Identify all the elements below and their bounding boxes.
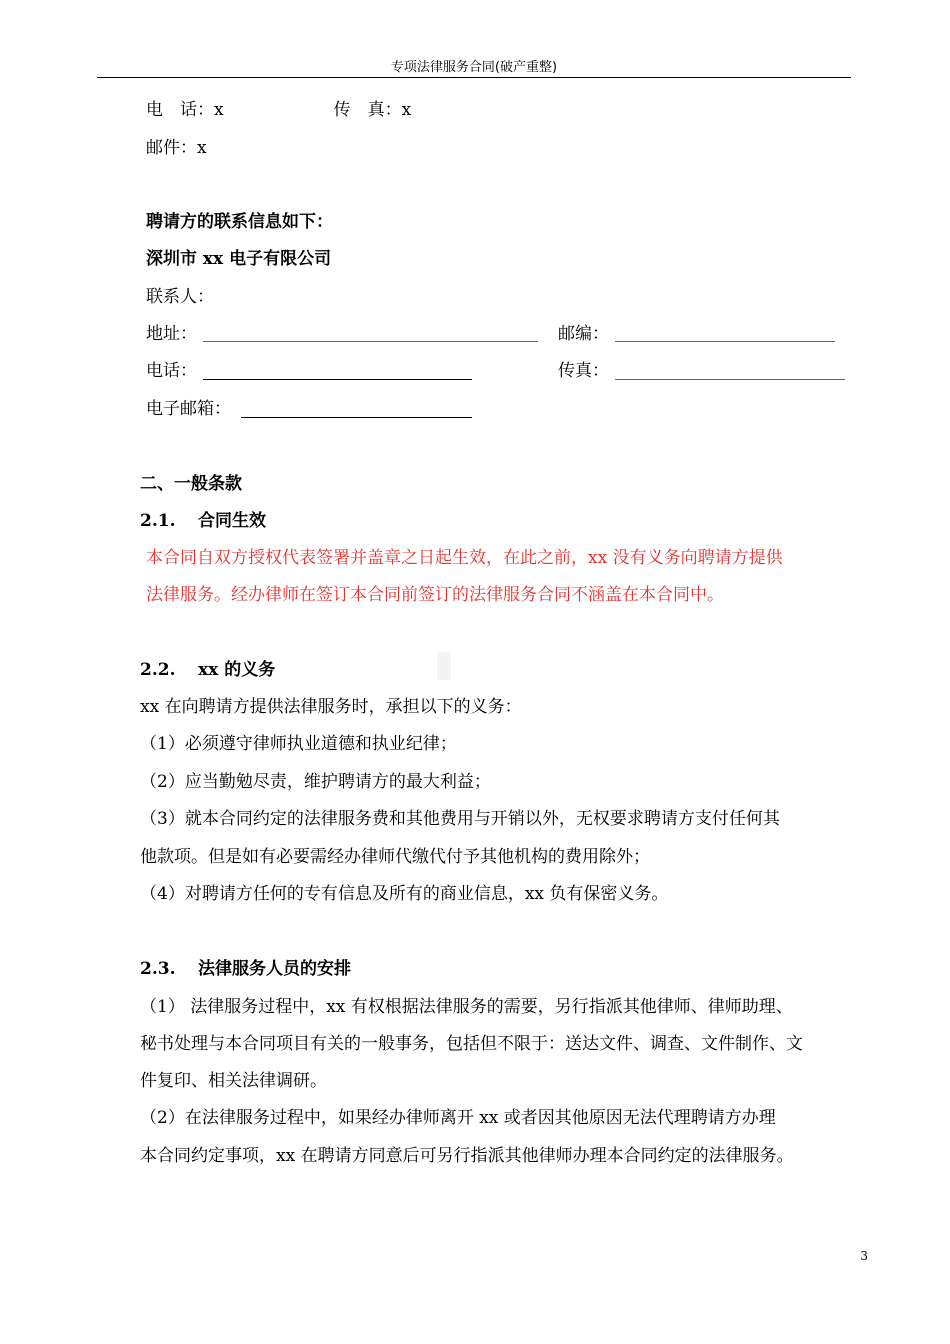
section-2-1-title: 合同生效 bbox=[198, 511, 266, 531]
phone-blank-line bbox=[203, 379, 472, 380]
section-2-title: 二、一般条款 bbox=[140, 474, 242, 494]
section-2-3-line-2: 秘书处理与本合同项目有关的一般事务，包括但不限于：送达文件、调查、文件制作、文 bbox=[140, 1034, 803, 1054]
section-2-3-line-5: 本合同约定事项，xx 在聘请方同意后可另行指派其他律师办理本合同约定的法律服务。 bbox=[140, 1146, 794, 1166]
page-number: 3 bbox=[860, 1249, 868, 1263]
section-2-3-line-1: （1） 法律服务过程中，xx 有权根据法律服务的需要，另行指派其他律师、律师助理、 bbox=[140, 997, 793, 1017]
section-2-2-line-5: 他款项。但是如有必要需经办律师代缴代付予其他机构的费用除外； bbox=[140, 847, 650, 867]
firm-fax-label: 传 真： bbox=[333, 100, 402, 120]
firm-phone-fax-line bbox=[146, 98, 411, 122]
section-2-1-text-line-1: 本合同自双方授权代表签署并盖章之日起生效，在此之前，xx 没有义务向聘请方提供 bbox=[146, 548, 783, 568]
section-2-1-number: 2.1. bbox=[140, 511, 176, 531]
firm-email-value: x bbox=[197, 138, 207, 158]
client-fax-label: 传真： bbox=[558, 361, 609, 381]
client-zip-label: 邮编： bbox=[558, 324, 609, 344]
client-email-label: 电子邮箱： bbox=[146, 399, 231, 419]
client-contact-person-label: 联系人： bbox=[146, 287, 214, 307]
firm-fax-value: x bbox=[401, 100, 412, 120]
client-phone-label: 电话： bbox=[146, 361, 197, 381]
section-2-2-heading bbox=[140, 658, 275, 682]
page-header bbox=[97, 0, 851, 78]
firm-email-line bbox=[146, 136, 207, 160]
section-2-2-line-3: （2）应当勤勉尽责，维护聘请方的最大利益； bbox=[140, 772, 491, 792]
section-2-1-text-line-2: 法律服务。经办律师在签订本合同前签订的法律服务合同不涵盖在本合同中。 bbox=[146, 585, 724, 605]
section-2-2-number: 2.2. bbox=[140, 660, 176, 680]
section-2-3-heading bbox=[140, 957, 351, 981]
email-blank-line bbox=[241, 417, 472, 418]
section-2-3-line-3: 件复印、相关法律调研。 bbox=[140, 1071, 327, 1091]
faint-watermark-mark bbox=[437, 652, 451, 680]
zip-blank-line bbox=[615, 341, 835, 342]
client-address-label: 地址： bbox=[146, 324, 197, 344]
client-company-name: 深圳市 xx 电子有限公司 bbox=[146, 249, 332, 269]
section-2-1-heading bbox=[140, 509, 266, 533]
header-title: 专项法律服务合同(破产重整) bbox=[390, 60, 558, 75]
fax-blank-line bbox=[615, 379, 845, 380]
section-2-2-line-1: xx 在向聘请方提供法律服务时，承担以下的义务： bbox=[140, 697, 522, 717]
client-contact-heading: 聘请方的联系信息如下： bbox=[146, 212, 333, 232]
section-2-3-title: 法律服务人员的安排 bbox=[198, 959, 351, 979]
firm-phone-label: 电 话： bbox=[146, 100, 214, 120]
section-2-3-line-4: （2）在法律服务过程中，如果经办律师离开 xx 或者因其他原因无法代理聘请方办理 bbox=[140, 1108, 776, 1128]
section-2-3-number: 2.3. bbox=[140, 959, 176, 979]
section-2-2-title: xx 的义务 bbox=[198, 660, 276, 680]
firm-email-label: 邮件： bbox=[146, 138, 197, 158]
section-2-2-line-2: （1）必须遵守律师执业道德和执业纪律； bbox=[140, 734, 457, 754]
section-2-2-line-4: （3）就本合同约定的法律服务费和其他费用与开销以外，无权要求聘请方支付任何其 bbox=[140, 809, 780, 829]
section-2-2-line-6: （4）对聘请方任何的专有信息及所有的商业信息，xx 负有保密义务。 bbox=[140, 884, 669, 904]
address-blank-line bbox=[203, 341, 538, 342]
firm-phone-value: x bbox=[214, 100, 224, 120]
